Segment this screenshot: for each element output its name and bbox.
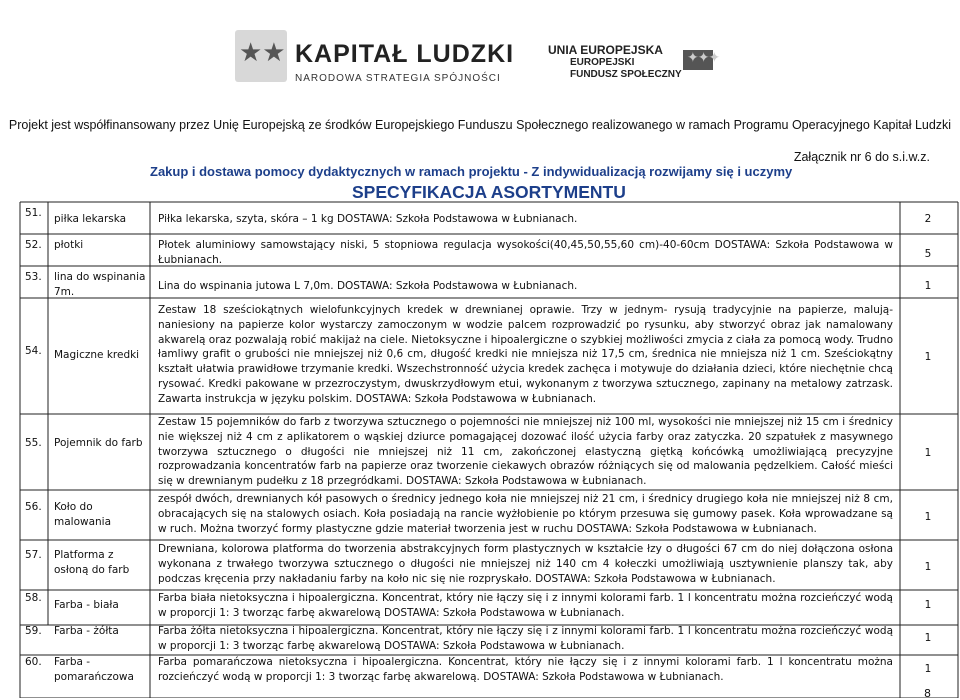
kapital-ludzki-logo (235, 30, 535, 90)
row-57-quantity: 1 (924, 561, 932, 573)
row-54-name: Magiczne kredki (54, 349, 140, 361)
row-58-number: 58. (25, 592, 42, 604)
row-57-number: 57. (25, 549, 42, 561)
document-subtitle: Zakup i dostawa pomocy dydaktycznych w ramach projektu - Z indywidualizacją rozwijamy się i uczymy (150, 164, 793, 179)
row-56-number: 56. (25, 501, 42, 513)
row-51-description: Piłka lekarska, szyta, skóra – 1 kg DOSTAWA: Szkoła Podstawowa w Łubnianach. (158, 213, 578, 225)
project-cofinancing-note: Projekt jest współfinansowany przez Unię Europejską ze środków Europejskiego Funduszu Społecznego realizowanego w ramach Programu Operacyjnego Kapitał Ludzki (8, 118, 952, 132)
row-52-description: Płotek aluminiowy samowstający niski, 5 stopniowa regulacja wysokości(40,45,50,55,60 cm)-40-60cm DOSTAWA: Szkoła Podstawowa w Łubnianach. (158, 239, 893, 266)
row-54-quantity: 1 (924, 351, 932, 363)
row-59-name: Farba - żółta (54, 625, 119, 637)
row-56-name: Koło do malowania (54, 501, 112, 528)
row-53-name: lina do wspinania 7m. (54, 271, 146, 298)
row-59-description: Farba żółta nietoksyczna i hipoalergiczna. Koncentrat, który nie łączy się i z innymi kolorami farb. 1 l koncentratu można rozcieńczyć wodą w proporcji 1: 3 tworząc farbę akwarelową DOSTAWA: Szkoła Podstawowa w Łubnianach. (158, 625, 893, 652)
row-56-quantity: 1 (924, 511, 932, 523)
row-51-name: piłka lekarska (54, 213, 127, 225)
row-57-description: Drewniana, kolorowa platforma do tworzenia abstrakcyjnych form plastycznych w kształcie łzy o długości 67 cm do niej dołączona osłona wykonana z trwałego tworzywa sztucznego o długości nie mniejszej niż 140 cm 4 kołeczki umożliwiają usztywnienie planszy tak, aby podczas kręcenia przy nakładaniu farby na koło nic się nie rozpryskało. DOSTAWA: Szkoła Podstawowa w Łubnianach. (158, 543, 893, 585)
eu-logo-line2: EUROPEJSKI (570, 57, 635, 68)
row-60-number: 60. (25, 656, 42, 668)
row-59-quantity: 1 (924, 632, 932, 644)
row-55-description: Zestaw 15 pojemników do farb z tworzywa sztucznego o pojemności nie mniejszej niż 100 ml, wysokości nie mniejszej niż 15 cm i średnicy nie większej niż 4 cm z aplikatorem o wąskiej dziurce pomagającej dozować ilość użycia farby oraz zatyczka. 20 szpatułek z masywnego tworzywa sztucznego o długości nie mniejszej niż 11 cm, zakończonej elastyczną giętką końcówką umożliwiającą precyzyjne rozprowadzania koncentratów farb na papierze oraz tworzenie ciekawych obrazów różniących się od malowania pędzelkiem. Całość mieści się w drewnianym pudełku z 18 przegródkami. DOSTAWA: Szkoła Podstawowa w Łubnianach. (158, 416, 893, 488)
row-59-number: 59. (25, 625, 42, 637)
row-51-number: 51. (25, 207, 42, 219)
row-52-quantity: 5 (924, 248, 932, 260)
row-55-quantity: 1 (924, 447, 932, 459)
row-55-number: 55. (25, 437, 42, 449)
eu-logo-line1: UNIA EUROPEJSKA (548, 43, 663, 57)
document-title: SPECYFIKACJA ASORTYMENTU (352, 182, 626, 202)
eu-logo (548, 44, 728, 94)
row-57-name: Platforma z osłoną do farb (54, 549, 130, 576)
row-53-quantity: 1 (924, 280, 932, 292)
page-header (0, 0, 960, 112)
row-52-number: 52. (25, 239, 42, 251)
row-58-quantity: 1 (924, 599, 932, 611)
eu-flag-icon: ✦✦✦ (683, 50, 713, 70)
row-52-name: płotki (54, 239, 84, 251)
row-54-number: 54. (25, 345, 42, 357)
logo-left-title: KAPITAŁ LUDZKI (295, 40, 515, 68)
row-56-description: zespół dwóch, drewnianych kół pasowych o średnicy jednego koła nie mniejszej niż 21 cm, i średnicy drugiego koła nie mniejszej niż 8 cm, obracających się na stalowych osiach. Koła posiadają na rancie wyżłobienie po którym przesuwa się gumowy pasek. Koła wprowadzane są w ruch. Można tworzyć formy plastyczne gdzie materiał tworzenia jest w ruchu DOSTAWA: Szkoła Podstawowa w Łubnianach. (158, 493, 893, 535)
row-55-name: Pojemnik do farb (54, 437, 143, 449)
page-number: 8 (924, 687, 931, 700)
row-60-quantity: 1 (924, 663, 932, 675)
row-51-quantity: 2 (924, 213, 932, 225)
row-60-description: Farba pomarańczowa nietoksyczna i hipoalergiczna. Koncentrat, który nie łączy się i z innymi kolorami farb. 1 l koncentratu można rozcieńczyć wodą w proporcji 1: 3 tworząc farbę akwarelową. DOSTAWA: Szkoła Podstawowa w Łubnianach. (158, 656, 893, 683)
annex-label: Załącznik nr 6 do s.i.w.z. (793, 150, 930, 164)
stars-emblem-icon: ★★ (235, 30, 287, 82)
row-53-number: 53. (25, 271, 42, 283)
row-60-name: Farba - pomarańczowa (54, 656, 134, 683)
eu-logo-line3: FUNDUSZ SPOŁECZNY (570, 69, 682, 80)
logo-left-subtitle: NARODOWA STRATEGIA SPÓJNOŚCI (295, 73, 501, 84)
row-53-description: Lina do wspinania jutowa L 7,0m. DOSTAWA: Szkoła Podstawowa w Łubnianach. (158, 280, 578, 292)
row-58-name: Farba - biała (54, 599, 119, 611)
row-58-description: Farba biała nietoksyczna i hipoalergiczna. Koncentrat, który nie łączy się i z innymi kolorami farb. 1 l koncentratu można rozcieńczyć wodą w proporcji 1: 3 tworząc farbę akwarelową DOSTAWA: Szkoła Podstawowa w Łubnianach. (158, 592, 893, 619)
row-54-description: Zestaw 18 sześciokątnych wielofunkcyjnych kredek w drewnianej oprawie. Trzy w jednym- rysują tradycyjnie na papierze, malują- naniesiony na papierze kolor wystarczy zamoczonym w wodzie palcem rozprowadzić po rysunku, aby stworzyć obraz jak namalowany akwarelą oraz pozwalają robić makijaż na ciele. Nietoksyczne i hipoalergiczne o szybkiej możliwości zmycia z ciała za pomocą wody. Trudno łamliwy grafit o grubości nie mniejszej niż 0,6 cm, długość kredki nie mniejsza niż 17,5 cm, średnica nie mniejsza niż 1 cm. Sześciokątny kształt ułatwia prawidłowe trzymanie kredki. Wszechstronność użycia kredek zachęca i motywuje do działania dzieci, które niechętnie chcą rysować. Kredki pakowane w przezroczystym, dwuskrzydłowym etui, wykonanym z tworzywa sztucznego, zapinany na metalowy zatrzask. Zawarta instrukcja w języku polskim. DOSTAWA: Szkoła Podstawowa w Łubnianach. (158, 304, 893, 405)
